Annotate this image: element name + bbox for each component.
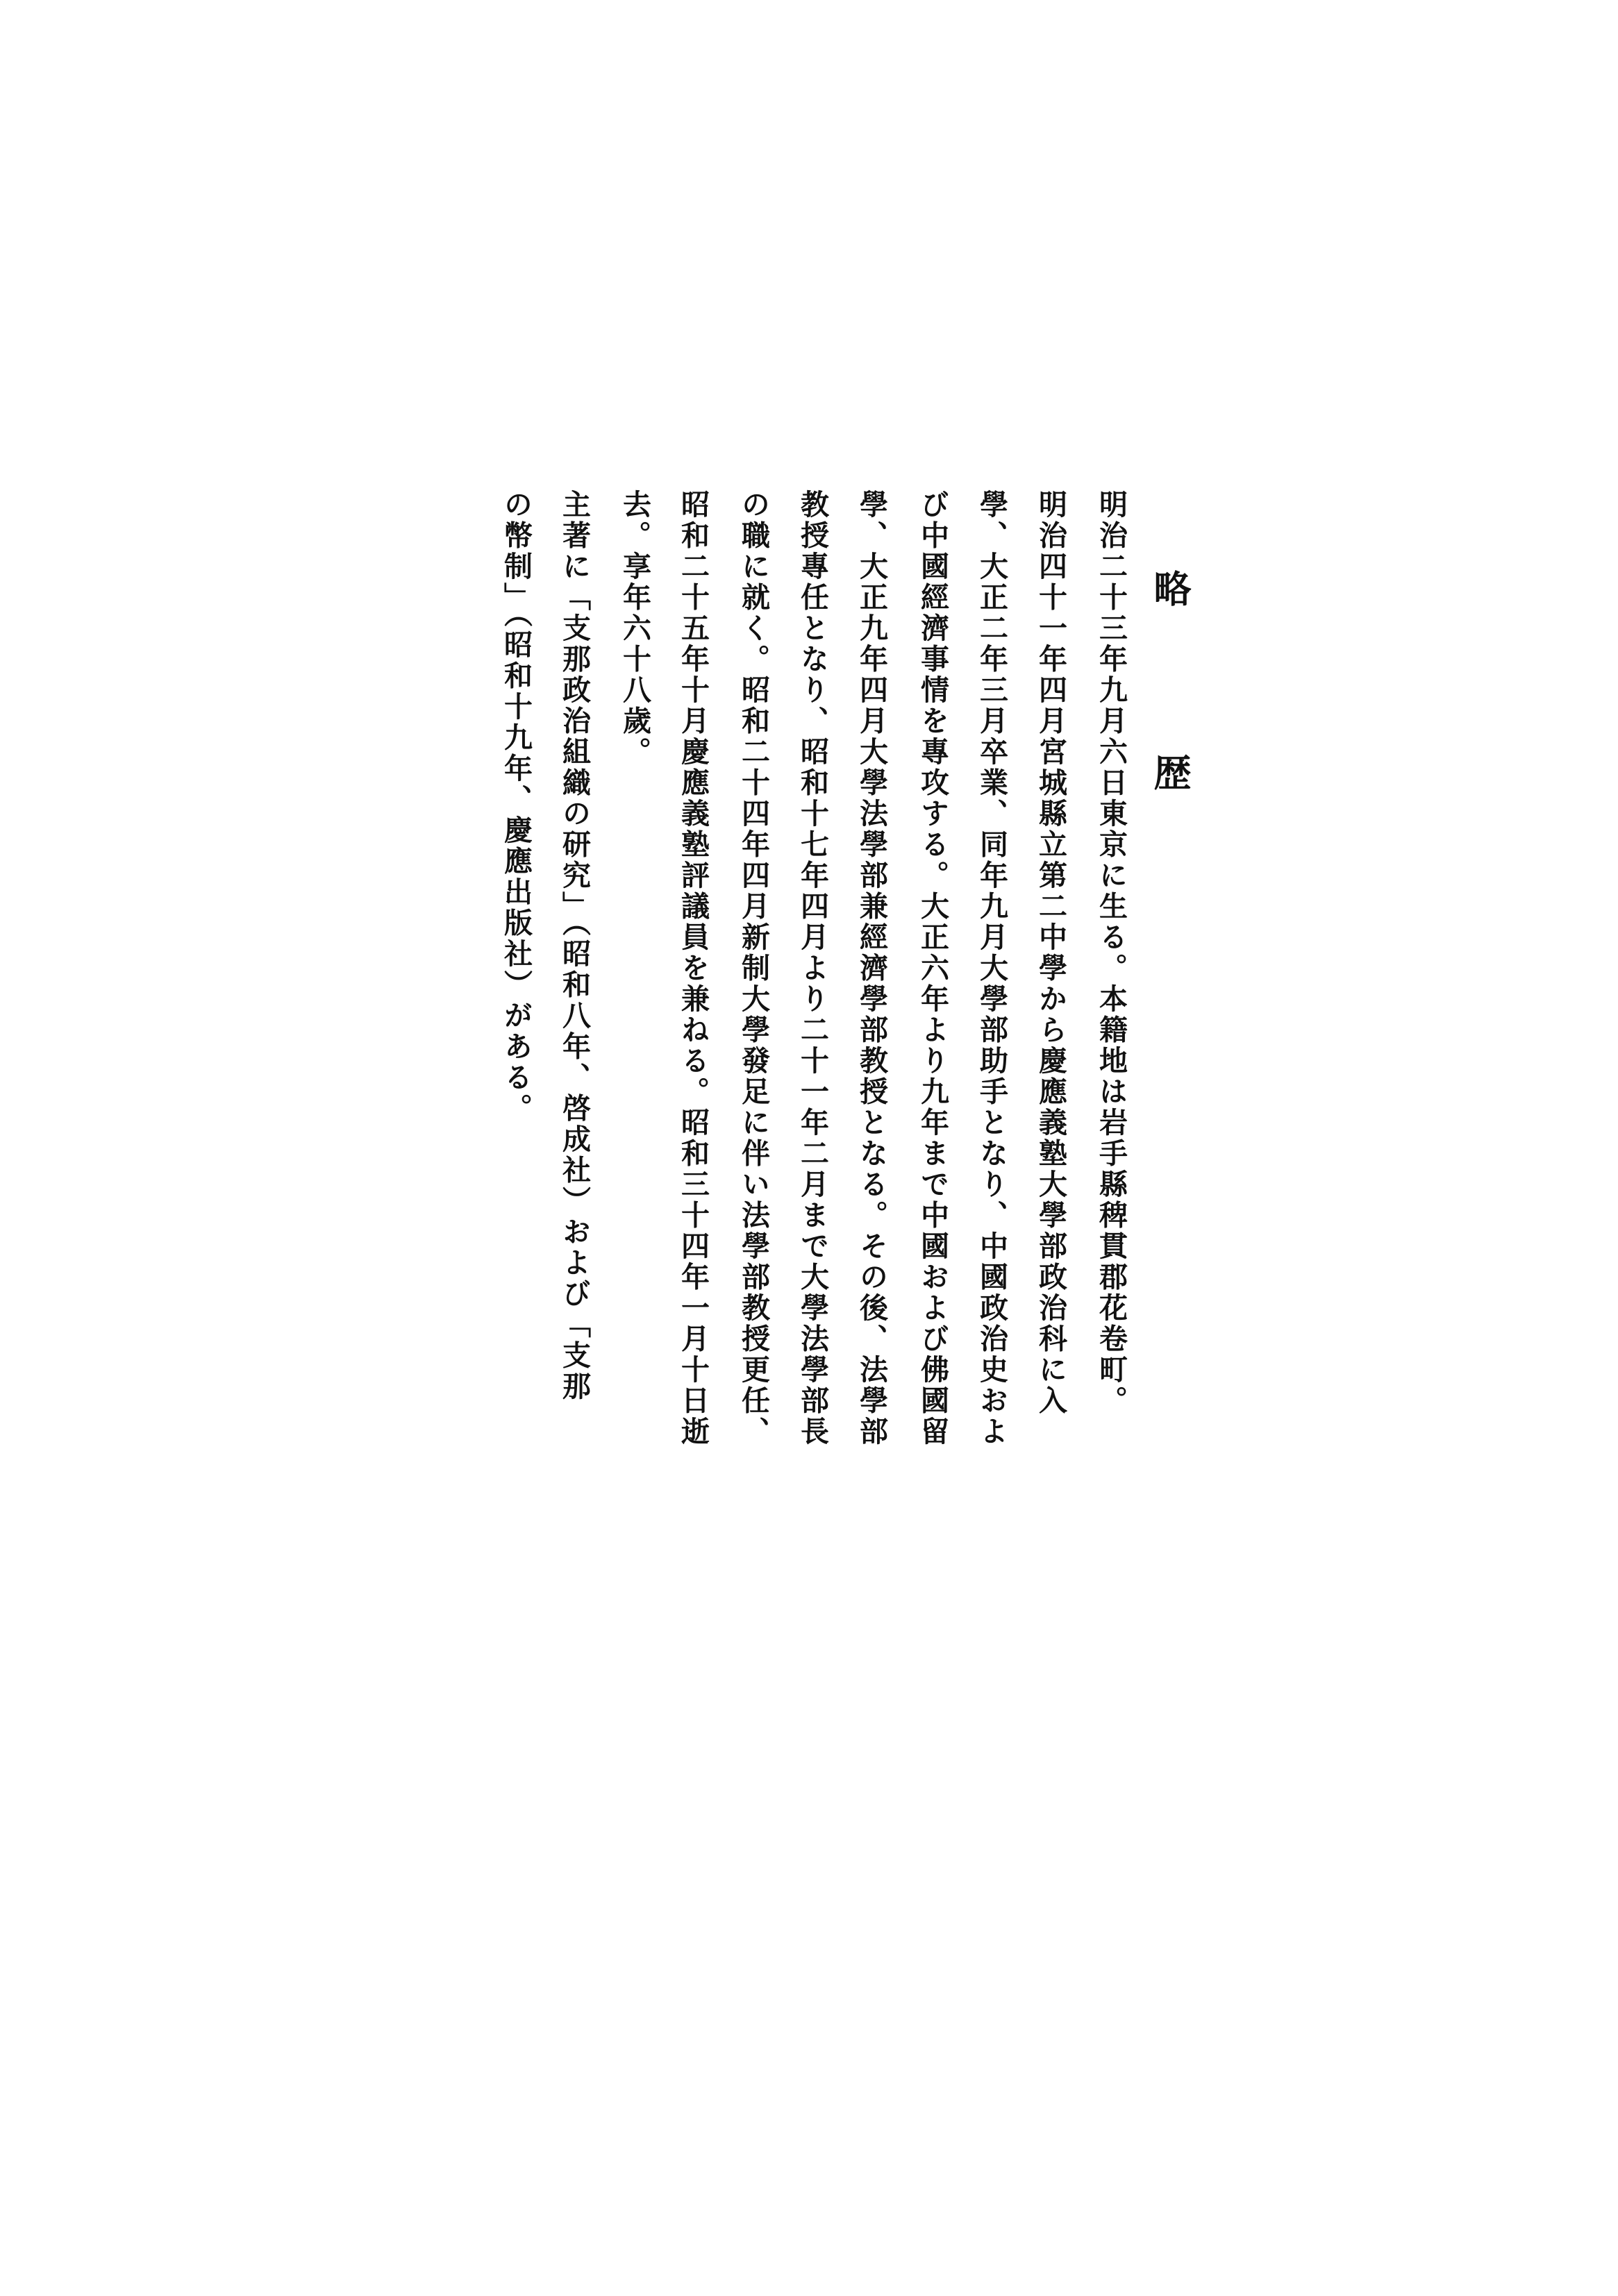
text-column-11: の幣制」（昭和十九年、慶應出版社）がある。 bbox=[499, 489, 533, 1124]
page-title: 略 歴 bbox=[1148, 569, 1192, 857]
text-column-3: 學、大正二年三月卒業、同年九月大學部助手となり、中國政治史およ bbox=[975, 489, 1008, 1448]
text-column-1: 明治二十三年九月六日東京に生る。本籍地は岩手縣稗貫郡花卷町。 bbox=[1094, 489, 1128, 1416]
text-column-8: 昭和二十五年十月慶應義塾評議員を兼ねる。昭和三十四年一月十日逝 bbox=[676, 489, 710, 1448]
text-column-2: 明治四十一年四月宮城縣立第二中學から慶應義塾大學部政治科に入 bbox=[1034, 489, 1067, 1416]
text-column-7: の職に就く。昭和二十四年四月新制大學發足に伴い法學部教授更任、 bbox=[737, 489, 770, 1448]
text-column-4: び中國經濟事情を專攻する。大正六年より九年まで中國および佛國留 bbox=[916, 489, 949, 1448]
text-column-9: 去。享年六十八歲。 bbox=[618, 489, 651, 768]
text-column-6: 教授專任となり、昭和十七年四月より二十一年二月まで大學法學部長 bbox=[796, 489, 829, 1448]
text-column-5: 學、大正九年四月大學法學部兼經濟學部教授となる。その後、法學部 bbox=[855, 489, 888, 1448]
text-column-10: 主著に「支那政治組織の研究」（昭和八年、啓成社）および「支那 bbox=[558, 489, 591, 1402]
